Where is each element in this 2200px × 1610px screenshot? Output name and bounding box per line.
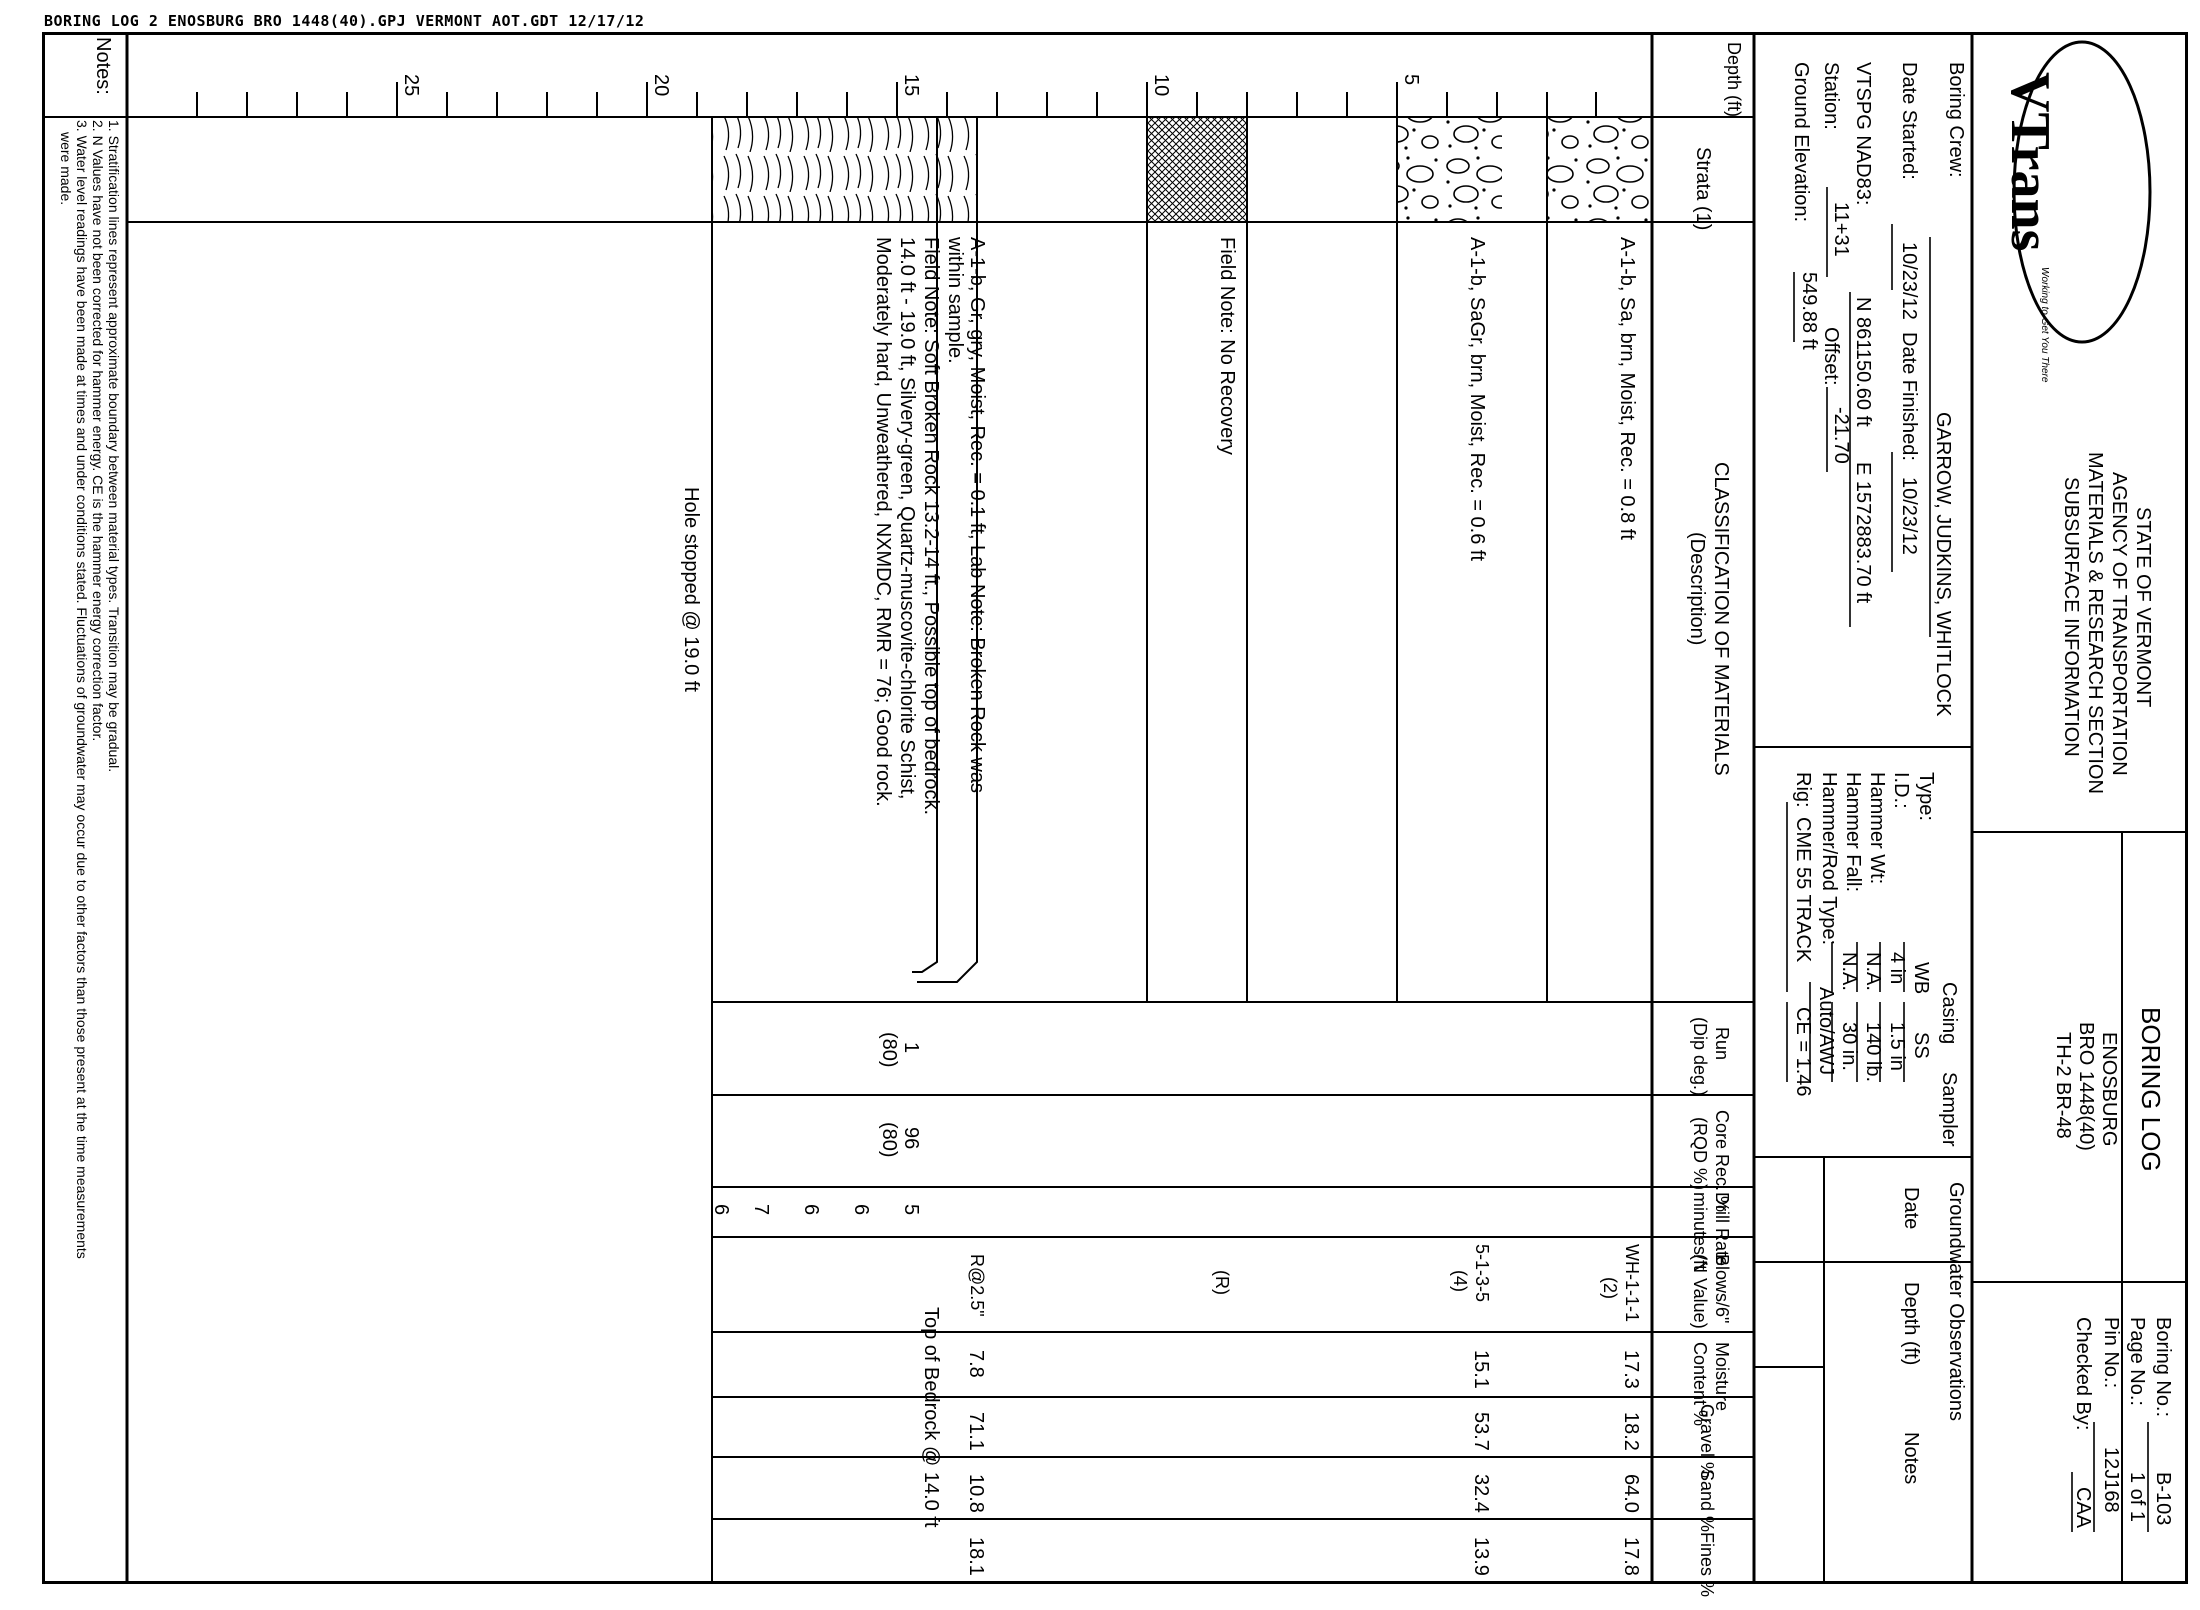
col-run: Run bbox=[1712, 1027, 1732, 1061]
sample2-moisture: 15.1 bbox=[1470, 1350, 1492, 1389]
top-of-bedrock: Top of Bedrock @ 14.0 ft bbox=[920, 1307, 942, 1528]
col-core-rec: Core Rec. % bbox=[1712, 1110, 1732, 1213]
gw-depth-label: Depth (ft) bbox=[1900, 1282, 1922, 1366]
northing: N 861150.60 ft bbox=[1852, 297, 1874, 427]
elevation: 549.88 ft bbox=[1798, 272, 1820, 350]
vtspg-label: VTSPG NAD83: bbox=[1852, 62, 1874, 206]
depth-tick-25: 25 bbox=[400, 74, 422, 97]
col-moisture: Moisture bbox=[1712, 1342, 1732, 1412]
drill-rate-1: 5 bbox=[900, 1204, 922, 1216]
crew: GARROW, JUDKINS, WHITLOCK bbox=[1932, 412, 1954, 717]
agency-line1: STATE OF VERMONT bbox=[2132, 507, 2154, 708]
sample2-sand: 32.4 bbox=[1470, 1474, 1492, 1513]
crew-label: Boring Crew: bbox=[1945, 62, 1967, 178]
notes-label: Notes: bbox=[92, 37, 114, 95]
drill-rate-2: 6 bbox=[850, 1204, 872, 1216]
easting: E 1572883.70 ft bbox=[1852, 462, 1874, 604]
col-moisture-sub: Content % bbox=[1690, 1342, 1710, 1427]
station-label: Station: bbox=[1820, 62, 1842, 130]
col-core-rec-sub: (RQD %) bbox=[1690, 1117, 1710, 1190]
hole-stopped: Hole stopped @ 19.0 ft bbox=[680, 487, 702, 692]
depth-tick-15: 15 bbox=[900, 74, 922, 97]
note-2: 2. N Values have not been corrected for hammer energy. CE is the hammer energy correction factor. bbox=[90, 120, 106, 742]
title: BORING LOG bbox=[2136, 1007, 2166, 1172]
gw-notes-label: Notes bbox=[1900, 1432, 1922, 1485]
pin-no: 12J168 bbox=[2100, 1447, 2122, 1513]
sample4-description-line2: within sample. bbox=[944, 237, 966, 364]
file-header: BORING LOG 2 ENOSBURG BRO 1448(40).GPJ VERMONT AOT.GDT 12/17/12 bbox=[44, 12, 645, 30]
sampler-wt: 140 lb. bbox=[1862, 1022, 1884, 1083]
drill-rate-3: 6 bbox=[800, 1204, 822, 1216]
date-started-label: Date Started: bbox=[1898, 62, 1920, 180]
project: BRO 1448(40) bbox=[2075, 1022, 2097, 1151]
date-started: 10/23/12 bbox=[1898, 242, 1920, 320]
station: 11+31 bbox=[1830, 202, 1852, 257]
type-label: Type: bbox=[1915, 772, 1937, 821]
agency-line3: MATERIALS & RESEARCH SECTION bbox=[2084, 452, 2106, 794]
hammer-rod: Auto/AWJ bbox=[1815, 987, 1837, 1076]
offset: -21.70 bbox=[1830, 407, 1852, 464]
gw-date-label: Date bbox=[1900, 1187, 1922, 1230]
sample3-description: Field Note: No Recovery bbox=[1216, 237, 1238, 455]
sampler-id: 1.5 in bbox=[1886, 1022, 1908, 1071]
core-rec: 96 bbox=[900, 1127, 922, 1150]
note-3-cont: were made. bbox=[58, 132, 74, 206]
elevation-label: Ground Elevation: bbox=[1790, 62, 1812, 223]
checked-by: CAA bbox=[2072, 1487, 2094, 1529]
sample4-moisture: 7.8 bbox=[965, 1350, 987, 1378]
sample4-description-line1: A-1-b, Gr, gry, Moist, Rec. = 0.1 ft, Lab Note: Broken Rock was bbox=[966, 237, 988, 793]
note-1: 1. Stratification lines represent approximate boundary between material types. Transition may be gradual. bbox=[106, 120, 122, 773]
run-number: 1 bbox=[900, 1042, 922, 1054]
rig-label: Rig: bbox=[1792, 772, 1814, 808]
col-classification: CLASSIFICATION OF MATERIALS bbox=[1710, 462, 1732, 776]
run-dip: (80) bbox=[878, 1032, 900, 1068]
page-no: 1 of 1 bbox=[2126, 1472, 2148, 1523]
log-page bbox=[42, 32, 2188, 1598]
rqd: (80) bbox=[878, 1122, 900, 1158]
boring-no: B-103 bbox=[2152, 1472, 2174, 1526]
note-3: 3. Water level readings have been made at times and under conditions stated. Fluctuations of groundwater may occur due to other factors than those present at the time measurements bbox=[74, 120, 90, 1259]
col-run-sub: (Dip deg.) bbox=[1690, 1017, 1710, 1097]
depth-tick-20: 20 bbox=[650, 74, 672, 97]
rock-line1: Field Note: Soft Broken Rock 13.2-14 ft., Possible top of bedrock. bbox=[920, 237, 942, 816]
col-depth: Depth (ft) bbox=[1724, 42, 1744, 118]
sample1-moisture: 17.3 bbox=[1620, 1350, 1642, 1389]
casing-wt: N.A. bbox=[1862, 952, 1884, 991]
sample2-n-value: (4) bbox=[1450, 1270, 1470, 1292]
ce: CE = 1.46 bbox=[1792, 1007, 1814, 1097]
sample3-blows: (R) bbox=[1212, 1270, 1232, 1295]
date-finished-label: Date Finished: bbox=[1898, 332, 1920, 461]
col-drill-rate-sub: minutes/ft bbox=[1690, 1192, 1710, 1271]
col-drill-rate: Drill Rate bbox=[1712, 1192, 1732, 1267]
strata-no-recovery-pattern bbox=[1148, 118, 1247, 221]
sample1-fines: 17.8 bbox=[1620, 1537, 1642, 1576]
sample4-fines: 18.1 bbox=[965, 1537, 987, 1576]
offset-label: Offset: bbox=[1820, 327, 1842, 386]
hammer-rod-label: Hammer/Rod Type: bbox=[1818, 772, 1840, 946]
pin-no-label: Pin No.: bbox=[2100, 1317, 2122, 1389]
sample1-blows: WH-1-1-1 bbox=[1622, 1244, 1642, 1323]
sampler-label: Sampler bbox=[1938, 1072, 1960, 1147]
strata-sandy-gravel-pattern bbox=[1398, 118, 1502, 221]
col-blows: Blows/6" bbox=[1712, 1254, 1732, 1324]
drill-rate-4: 7 bbox=[750, 1204, 772, 1216]
strata-sand-pattern bbox=[1548, 118, 1650, 221]
agency-line2: AGENCY OF TRANSPORTATION bbox=[2108, 472, 2130, 776]
depth-tick-10: 10 bbox=[1150, 74, 1172, 97]
casing-fall: N.A. bbox=[1838, 952, 1860, 991]
depth-tick-5: 5 bbox=[1400, 74, 1422, 86]
id-label: I.D.: bbox=[1890, 772, 1912, 809]
col-blows-sub: (N Value) bbox=[1690, 1254, 1710, 1329]
sampler-fall: 30 in. bbox=[1838, 1022, 1860, 1071]
groundwater-title: Groundwater Observations bbox=[1945, 1182, 1967, 1422]
casing-id: 4 in bbox=[1886, 952, 1908, 985]
sampler-type: SS bbox=[1910, 1032, 1932, 1059]
hammer-wt-label: Hammer Wt: bbox=[1866, 772, 1888, 885]
rock-line2: 14.0 ft - 19.0 ft, Silvery-green, Quartz-muscovite-chlorite Schist, bbox=[896, 237, 918, 800]
col-fines: Fines % bbox=[1697, 1532, 1717, 1598]
casing-label: Casing bbox=[1938, 982, 1960, 1045]
rock-line3: Moderately hard, Unweathered, NXMDC, RMR = 76; Good rock. bbox=[872, 237, 894, 807]
strata-schist-pattern bbox=[713, 118, 937, 221]
col-gravel: Gravel % bbox=[1697, 1404, 1717, 1479]
sample2-description: A-1-b, SaGr, brn, Moist, Rec. = 0.6 ft bbox=[1466, 237, 1488, 562]
sample1-gravel: 18.2 bbox=[1620, 1412, 1642, 1451]
sample2-blows: 5-1-3-5 bbox=[1472, 1244, 1492, 1303]
rig: CME 55 TRACK bbox=[1792, 817, 1814, 963]
town: ENOSBURG bbox=[2098, 1032, 2120, 1147]
drill-rate-5: 6 bbox=[710, 1204, 732, 1216]
col-description: (Description) bbox=[1686, 532, 1708, 646]
sample1-sand: 64.0 bbox=[1620, 1474, 1642, 1513]
hammer-fall-label: Hammer Fall: bbox=[1842, 772, 1864, 893]
col-sand: Sand % bbox=[1697, 1469, 1717, 1533]
sample2-fines: 13.9 bbox=[1470, 1537, 1492, 1576]
sample1-n-value: (2) bbox=[1600, 1277, 1620, 1299]
boring-no-label: Boring No.: bbox=[2152, 1317, 2174, 1418]
location: TH-2 BR-48 bbox=[2052, 1032, 2074, 1139]
layer-boundaries bbox=[712, 117, 1547, 1002]
col-strata: Strata (1) bbox=[1692, 147, 1714, 231]
sample4-blows: R@2.5" bbox=[967, 1254, 987, 1317]
strata-gravel-pattern bbox=[937, 118, 977, 221]
logo-text: VTrans bbox=[1999, 72, 2061, 252]
logo-tagline: Working to Get You There bbox=[2039, 267, 2050, 383]
sample2-gravel: 53.7 bbox=[1470, 1412, 1492, 1451]
agency-line4: SUBSURFACE INFORMATION bbox=[2060, 477, 2082, 757]
checked-by-label: Checked By: bbox=[2072, 1317, 2094, 1431]
sample4-sand: 10.8 bbox=[965, 1474, 987, 1513]
sample1-description: A-1-b, Sa, brn, Moist, Rec. = 0.8 ft bbox=[1616, 237, 1638, 540]
sample4-gravel: 71.1 bbox=[965, 1412, 987, 1451]
page-no-label: Page No.: bbox=[2126, 1317, 2148, 1406]
date-finished: 10/23/12 bbox=[1898, 477, 1920, 555]
casing-type: WB bbox=[1910, 962, 1932, 995]
